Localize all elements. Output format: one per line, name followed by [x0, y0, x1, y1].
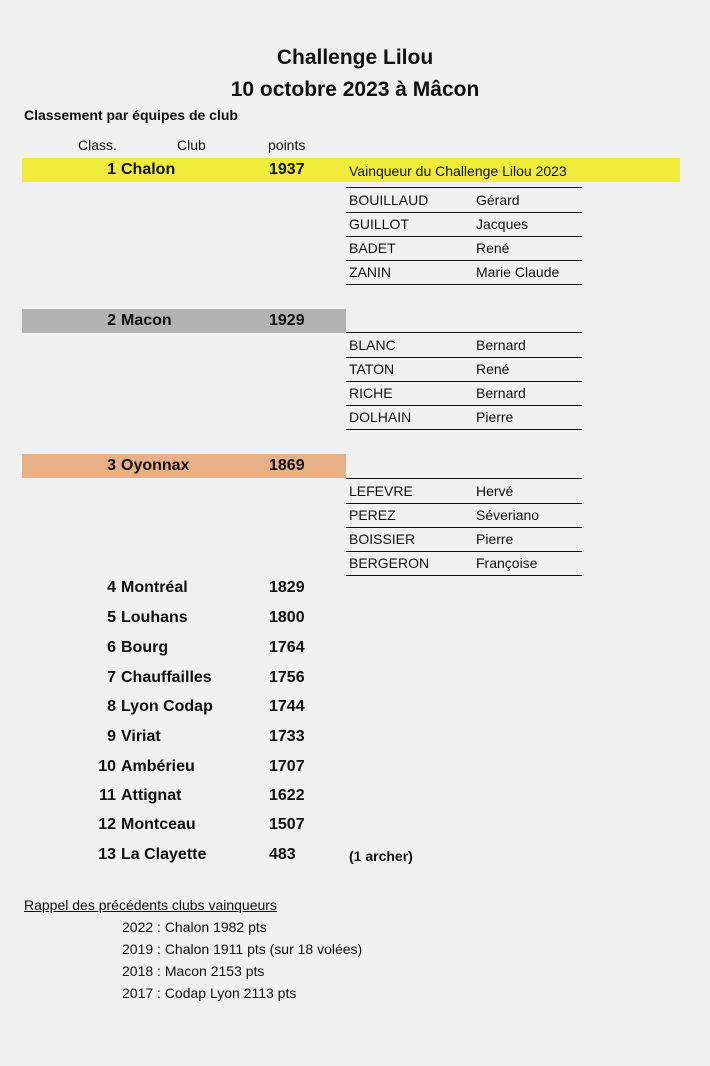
history-item: 2018 : Macon 2153 pts: [122, 963, 265, 979]
club-points-2: 1929: [269, 312, 305, 329]
club-name: Chauffailles: [121, 669, 212, 686]
club-points: 1829: [269, 579, 305, 596]
club-points: 1764: [269, 639, 305, 656]
member-row: [346, 212, 582, 237]
club-name: La Clayette: [121, 846, 207, 863]
club-points: 483: [269, 846, 296, 863]
section-subtitle: Classement par équipes de club: [24, 107, 238, 123]
club-name: Montréal: [121, 579, 188, 596]
member-last-name: BADET: [349, 240, 396, 256]
club-name: Louhans: [121, 609, 188, 626]
member-first-name: Françoise: [476, 555, 538, 571]
club-points: 1744: [269, 698, 305, 715]
member-first-name: Gérard: [476, 192, 520, 208]
club-note: (1 archer): [349, 848, 413, 864]
club-points: 1800: [269, 609, 305, 626]
member-last-name: ZANIN: [349, 264, 391, 280]
rank-number: 10: [98, 758, 116, 775]
member-row: [346, 188, 582, 213]
club-name: Viriat: [121, 728, 161, 745]
member-row: [346, 260, 582, 285]
member-row: [346, 405, 582, 430]
member-first-name: Hervé: [476, 483, 514, 499]
member-last-name: BERGERON: [349, 555, 430, 571]
member-last-name: PEREZ: [349, 507, 396, 523]
club-name: Attignat: [121, 787, 182, 804]
club-points: 1622: [269, 787, 305, 804]
club-points-3: 1869: [269, 457, 305, 474]
member-first-name: René: [476, 240, 510, 256]
member-last-name: RICHE: [349, 385, 393, 401]
column-header-points: points: [268, 137, 306, 153]
rank-number: 11: [99, 787, 116, 804]
member-first-name: Jacques: [476, 216, 529, 232]
club-points: 1756: [269, 669, 305, 686]
rank-number: 6: [107, 639, 116, 656]
page-title: Challenge Lilou: [276, 46, 434, 69]
club-name: Bourg: [121, 639, 169, 656]
member-first-name: Marie Claude: [476, 264, 560, 280]
rank-number: 8: [107, 698, 116, 715]
member-last-name: DOLHAIN: [349, 409, 412, 425]
history-item: 2017 : Codap Lyon 2113 pts: [122, 985, 297, 1001]
history-item: 2022 : Chalon 1982 pts: [122, 919, 267, 935]
member-row: [346, 236, 582, 261]
member-first-name: Bernard: [476, 385, 526, 401]
member-first-name: Pierre: [476, 531, 514, 547]
club-points: 1507: [269, 816, 305, 833]
member-first-name: Séveriano: [476, 507, 540, 523]
rank-number: 5: [107, 609, 116, 626]
member-row: [346, 357, 582, 382]
member-row: [346, 551, 582, 576]
column-header-club: Club: [177, 137, 206, 153]
rank-3: 3: [107, 457, 116, 474]
winner-note: Vainqueur du Challenge Lilou 2023: [349, 163, 567, 179]
member-row: [346, 479, 582, 504]
history-title: Rappel des précédents clubs vainqueurs: [24, 897, 277, 913]
club-name-1: Chalon: [121, 161, 176, 178]
rank-2: 2: [107, 312, 116, 329]
history-item: 2019 : Chalon 1911 pts (sur 18 volées): [122, 941, 363, 957]
rank-number: 7: [107, 669, 116, 686]
member-row: [346, 503, 582, 528]
member-last-name: BOUILLAUD: [349, 192, 429, 208]
member-last-name: LEFEVRE: [349, 483, 413, 499]
member-first-name: René: [476, 361, 510, 377]
member-last-name: BLANC: [349, 337, 396, 353]
member-last-name: TATON: [349, 361, 395, 377]
rank-number: 4: [107, 579, 116, 596]
member-row: [346, 527, 582, 552]
rank-number: 12: [98, 816, 116, 833]
club-points: 1733: [269, 728, 305, 745]
club-points-1: 1937: [269, 161, 305, 178]
club-points: 1707: [269, 758, 305, 775]
club-name-2: Macon: [121, 312, 172, 329]
rank-number: 9: [107, 728, 116, 745]
event-date-location: 10 octobre 2023 à Mâcon: [230, 78, 480, 101]
club-name: Ambérieu: [121, 758, 195, 775]
member-last-name: BOISSIER: [349, 531, 416, 547]
member-last-name: GUILLOT: [349, 216, 409, 232]
member-row: [346, 381, 582, 406]
member-first-name: Bernard: [476, 337, 526, 353]
member-first-name: Pierre: [476, 409, 514, 425]
rank-number: 13: [98, 846, 116, 863]
club-name: Montceau: [121, 816, 196, 833]
column-header-rank: Class.: [78, 137, 117, 153]
club-name: Lyon Codap: [121, 698, 213, 715]
member-row: [346, 333, 582, 358]
rank-1: 1: [107, 161, 116, 178]
club-name-3: Oyonnax: [121, 457, 190, 474]
